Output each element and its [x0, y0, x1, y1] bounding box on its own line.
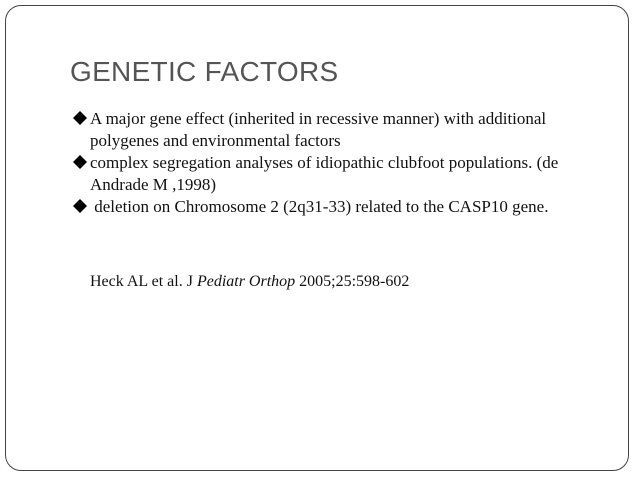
- bullet-item-2: [73, 152, 573, 196]
- bullet-text-3: deletion on Chromosome 2 (2q31-33) related to the CASP10 gene.: [90, 197, 549, 216]
- citation-details: 2005;25:598-602: [295, 273, 410, 290]
- bullet-item-1: [73, 108, 573, 152]
- citation-journal: Pediatr Orthop: [196, 273, 296, 290]
- bullet-text-2: complex segregation analyses of idiopathic clubfoot populations. (de Andrade M ,1998): [90, 153, 559, 194]
- bullet-list: [73, 108, 573, 218]
- filled-diamond-icon: [73, 199, 87, 213]
- citation: [90, 271, 409, 293]
- bullet-item-3: [73, 196, 573, 218]
- filled-diamond-icon: [73, 111, 87, 125]
- citation-authors: Heck AL et al. J: [90, 273, 197, 290]
- slide-title: GENETIC FACTORS: [70, 56, 339, 87]
- filled-diamond-icon: [73, 155, 87, 169]
- bullet-text-1: A major gene effect (inherited in recessive manner) with additional polygenes and environmental factors: [90, 109, 547, 150]
